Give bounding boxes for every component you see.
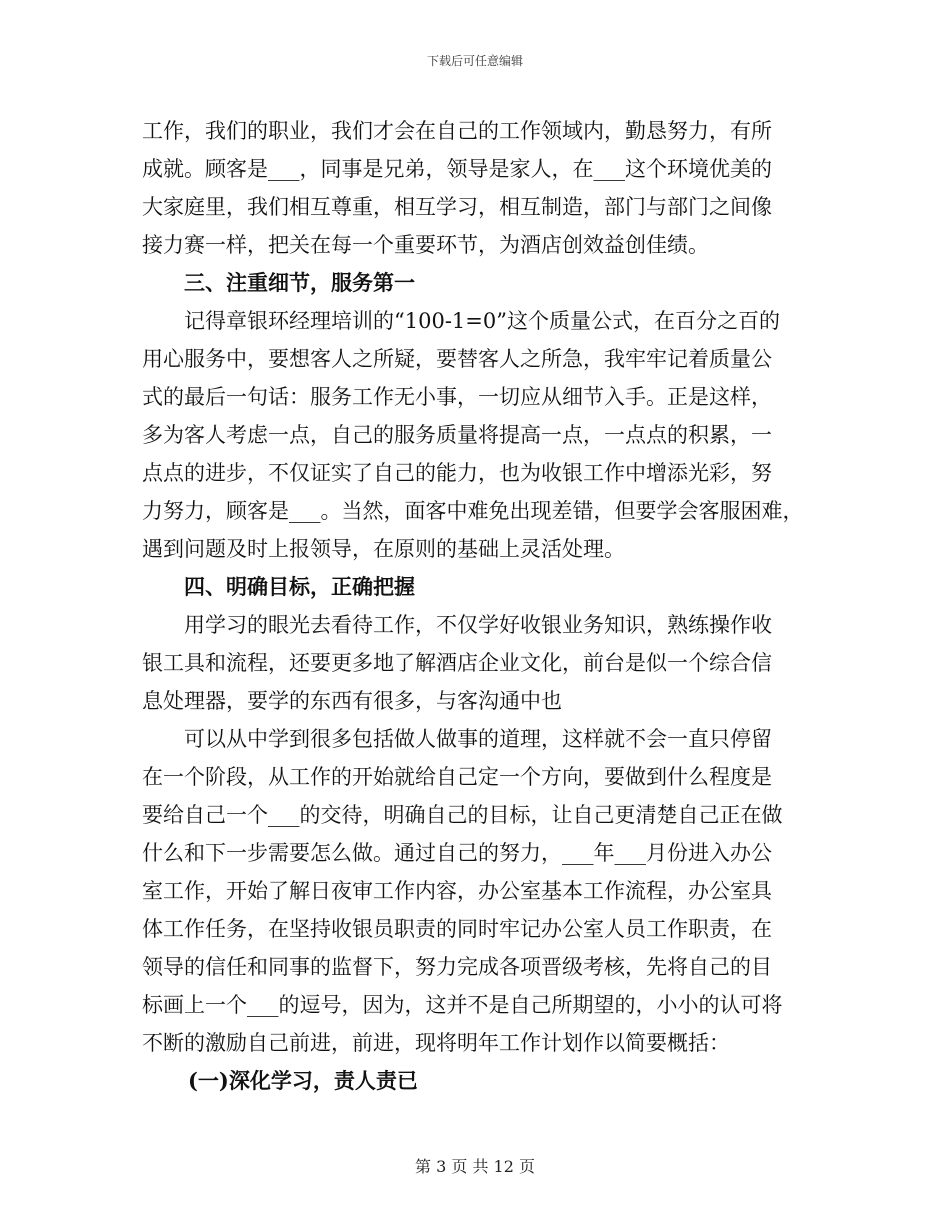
page-header: 下载后可任意编辑 [426,54,523,68]
body-line: 遇到问题及时上报领导，在原则的基础上灵活处理。 [142,537,625,561]
body-line: 银工具和流程，还要更多地了解酒店企业文化，前台是似一个综合信 [142,651,772,675]
body-line: 工作，我们的职业，我们才会在自己的工作领域内，勤恳努力，有所 [142,119,772,143]
body-line: 接力赛一样，把关在每一个重要环节，为酒店创效益创佳绩。 [142,233,709,257]
body-line: 要给自己一个___的交待，明确自己的目标，让自己更清楚自己正在做 [142,803,783,827]
body-line: 用心服务中，要想客人之所疑，要替客人之所急，我牢牢记着质量公 [142,347,772,371]
body-line: 大家庭里，我们相互尊重，相互学习，相互制造，部门与部门之间像 [142,195,772,219]
body-line: 室工作，开始了解日夜审工作内容，办公室基本工作流程，办公室具 [142,879,772,903]
body-line: 点点的进步，不仅证实了自己的能力，也为收银工作中增添光彩，努 [142,461,772,485]
body-line: 什么和下一步需要怎么做。通过自己的努力，___年___月份进入办公 [142,841,772,865]
body-line: 在一个阶段，从工作的开始就给自己定一个方向，要做到什么程度是 [142,765,772,789]
body-line: 体工作任务，在坚持收银员职责的同时牢记办公室人员工作职责，在 [142,917,772,941]
body-line: 成就。顾客是___，同事是兄弟，领导是家人，在___这个环境优美的 [142,157,772,181]
body-line: 不断的激励自己前进，前进，现将明年工作计划作以简要概括： [142,1031,730,1055]
page-number-footer: 第 3 页 共 12 页 [415,1157,535,1176]
section-heading-4: 四、明确目标，正确把握 [184,574,415,599]
section-heading-3: 三、注重细节，服务第一 [184,270,415,295]
body-line: 记得章银环经理培训的“100-1=0”这个质量公式，在百分之百的 [184,309,780,333]
body-line: 用学习的眼光去看待工作，不仅学好收银业务知识，熟练操作收 [184,613,772,637]
subsection-heading-1: (一)深化学习，责人责已 [188,1068,418,1093]
document-body [142,112,822,1100]
body-line: 息处理器，要学的东西有很多，与客沟通中也 [142,689,562,713]
body-line: 力努力，顾客是___。当然，面客中难免出现差错，但要学会客服困难， [142,499,804,523]
body-line: 标画上一个___的逗号，因为，这并不是自己所期望的，小小的认可将 [142,993,783,1017]
body-line: 多为客人考虑一点，自己的服务质量将提高一点，一点点的积累，一 [142,423,772,447]
body-line: 式的最后一句话：服务工作无小事，一切应从细节入手。正是这样， [142,385,772,409]
body-line: 可以从中学到很多包括做人做事的道理，这样就不会一直只停留 [184,727,772,751]
body-line: 领导的信任和同事的监督下，努力完成各项晋级考核，先将自己的目 [142,955,772,979]
